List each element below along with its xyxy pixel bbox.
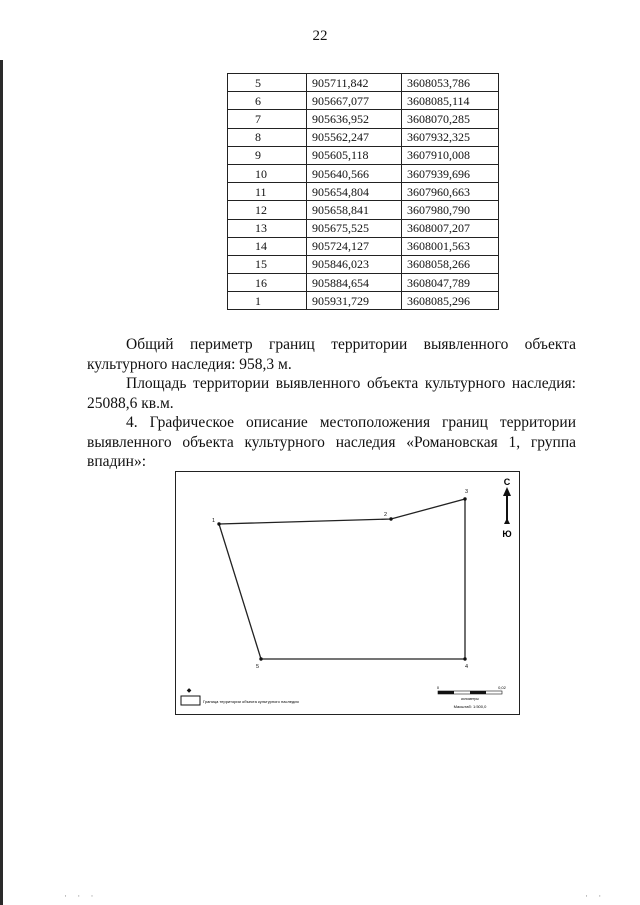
point-number-cell: 11: [228, 183, 307, 201]
scale-ratio-label: Масштаб: 1:500,0: [453, 704, 487, 709]
page-number: 22: [312, 28, 328, 44]
point-number-cell: 12: [228, 201, 307, 219]
point-number-cell: 8: [228, 128, 307, 146]
coordinates-row: [228, 74, 499, 92]
y-coordinate-cell: 3608001,563: [402, 237, 499, 255]
y-coordinate-cell: 3607980,790: [402, 201, 499, 219]
y-coordinate-cell: 3607910,008: [402, 146, 499, 164]
x-coordinate-cell: 905931,729: [307, 292, 402, 310]
map-legend: [181, 688, 299, 705]
legend-boundary-text: Граница территории объекта культурного наследия: [203, 699, 299, 704]
x-coordinate-cell: 905846,023: [307, 255, 402, 273]
boundary-point-4-label: 4: [465, 664, 469, 670]
boundary-point-1-marker: [217, 522, 220, 525]
boundary-point-1-label: 1: [212, 518, 216, 524]
north-label: С: [503, 477, 511, 487]
x-coordinate-cell: 905884,654: [307, 274, 402, 292]
boundary-point-3-label: 3: [465, 489, 469, 495]
x-coordinate-cell: 905667,077: [307, 92, 402, 110]
page-binding-edge: [0, 60, 3, 905]
point-number-cell: 5: [228, 74, 307, 92]
coordinates-row: [228, 201, 499, 219]
coordinates-row: [228, 92, 499, 110]
coordinates-row: [228, 274, 499, 292]
coordinates-row: [228, 292, 499, 310]
coordinates-row: [228, 183, 499, 201]
point-number-cell: 1: [228, 292, 307, 310]
boundary-point-5-label: 5: [256, 664, 260, 670]
footer-artifact-left: · · ·: [64, 891, 98, 901]
coordinates-row: [228, 128, 499, 146]
perimeter-line-2: культурного наследия: 958,3 м.: [87, 355, 292, 373]
point-number-cell: 15: [228, 255, 307, 273]
x-coordinate-cell: 905724,127: [307, 237, 402, 255]
south-label: Ю: [502, 529, 512, 539]
point-number-cell: 13: [228, 219, 307, 237]
x-coordinate-cell: 905636,952: [307, 110, 402, 128]
x-coordinate-cell: 905658,841: [307, 201, 402, 219]
scale-units-label: километры: [461, 697, 479, 701]
scale-end-label: 0,02: [498, 685, 506, 690]
x-coordinate-cell: 905605,118: [307, 146, 402, 164]
point-number-cell: 6: [228, 92, 307, 110]
scale-start-label: 0: [436, 685, 440, 690]
legend-boundary-swatch-icon: [181, 696, 200, 705]
x-coordinate-cell: 905562,247: [307, 128, 402, 146]
boundary-map-drawing: [176, 472, 521, 716]
point-number-cell: 14: [228, 237, 307, 255]
x-coordinate-cell: 905675,525: [307, 219, 402, 237]
y-coordinate-cell: 3608070,285: [402, 110, 499, 128]
section-paragraph: [87, 413, 576, 472]
boundary-point-4-marker: [463, 657, 466, 660]
point-number-cell: 10: [228, 164, 307, 182]
coordinates-row: [228, 164, 499, 182]
coordinates-table: [227, 73, 499, 310]
y-coordinate-cell: 3608085,296: [402, 292, 499, 310]
coordinates-row: [228, 146, 499, 164]
coordinates-row: [228, 110, 499, 128]
perimeter-line-1: Общий периметр границ территории выявленного объекта: [126, 336, 576, 353]
map-scale-bar: [437, 685, 507, 709]
footer-artifact-right: · ·: [585, 891, 606, 901]
y-coordinate-cell: 3608047,789: [402, 274, 499, 292]
point-number-cell: 16: [228, 274, 307, 292]
boundary-point-3-marker: [463, 497, 466, 500]
boundary-polygon: [219, 499, 465, 659]
boundary-point-5-marker: [259, 657, 262, 660]
boundary-point-2-label: 2: [384, 512, 388, 518]
boundary-point-2-marker: [389, 517, 392, 520]
y-coordinate-cell: 3608053,786: [402, 74, 499, 92]
y-coordinate-cell: 3607939,696: [402, 164, 499, 182]
x-coordinate-cell: 905640,566: [307, 164, 402, 182]
point-number-cell: 7: [228, 110, 307, 128]
north-arrow-icon: [502, 477, 511, 539]
section-line-2: выявленного объекта культурного наследия «Романовская 1, группа: [87, 433, 576, 451]
coordinates-row: [228, 237, 499, 255]
coordinates-row: [228, 219, 499, 237]
point-number-cell: 9: [228, 146, 307, 164]
coordinates-row: [228, 255, 499, 273]
x-coordinate-cell: 905711,842: [307, 74, 402, 92]
area-line-1: Площадь территории выявленного объекта культурного наследия:: [126, 375, 576, 392]
y-coordinate-cell: 3607932,325: [402, 128, 499, 146]
y-coordinate-cell: 3608058,266: [402, 255, 499, 273]
y-coordinate-cell: 3608007,207: [402, 219, 499, 237]
area-paragraph: [87, 374, 576, 413]
boundary-map: [175, 471, 520, 715]
svg-text:◆: ◆: [186, 688, 192, 694]
area-line-2: 25088,6 кв.м.: [87, 394, 174, 412]
y-coordinate-cell: 3608085,114: [402, 92, 499, 110]
section-line-1: 4. Графическое описание местоположения границ территории: [126, 414, 576, 431]
perimeter-paragraph: [87, 335, 576, 374]
section-line-3: впадин»:: [87, 453, 147, 470]
y-coordinate-cell: 3607960,663: [402, 183, 499, 201]
x-coordinate-cell: 905654,804: [307, 183, 402, 201]
